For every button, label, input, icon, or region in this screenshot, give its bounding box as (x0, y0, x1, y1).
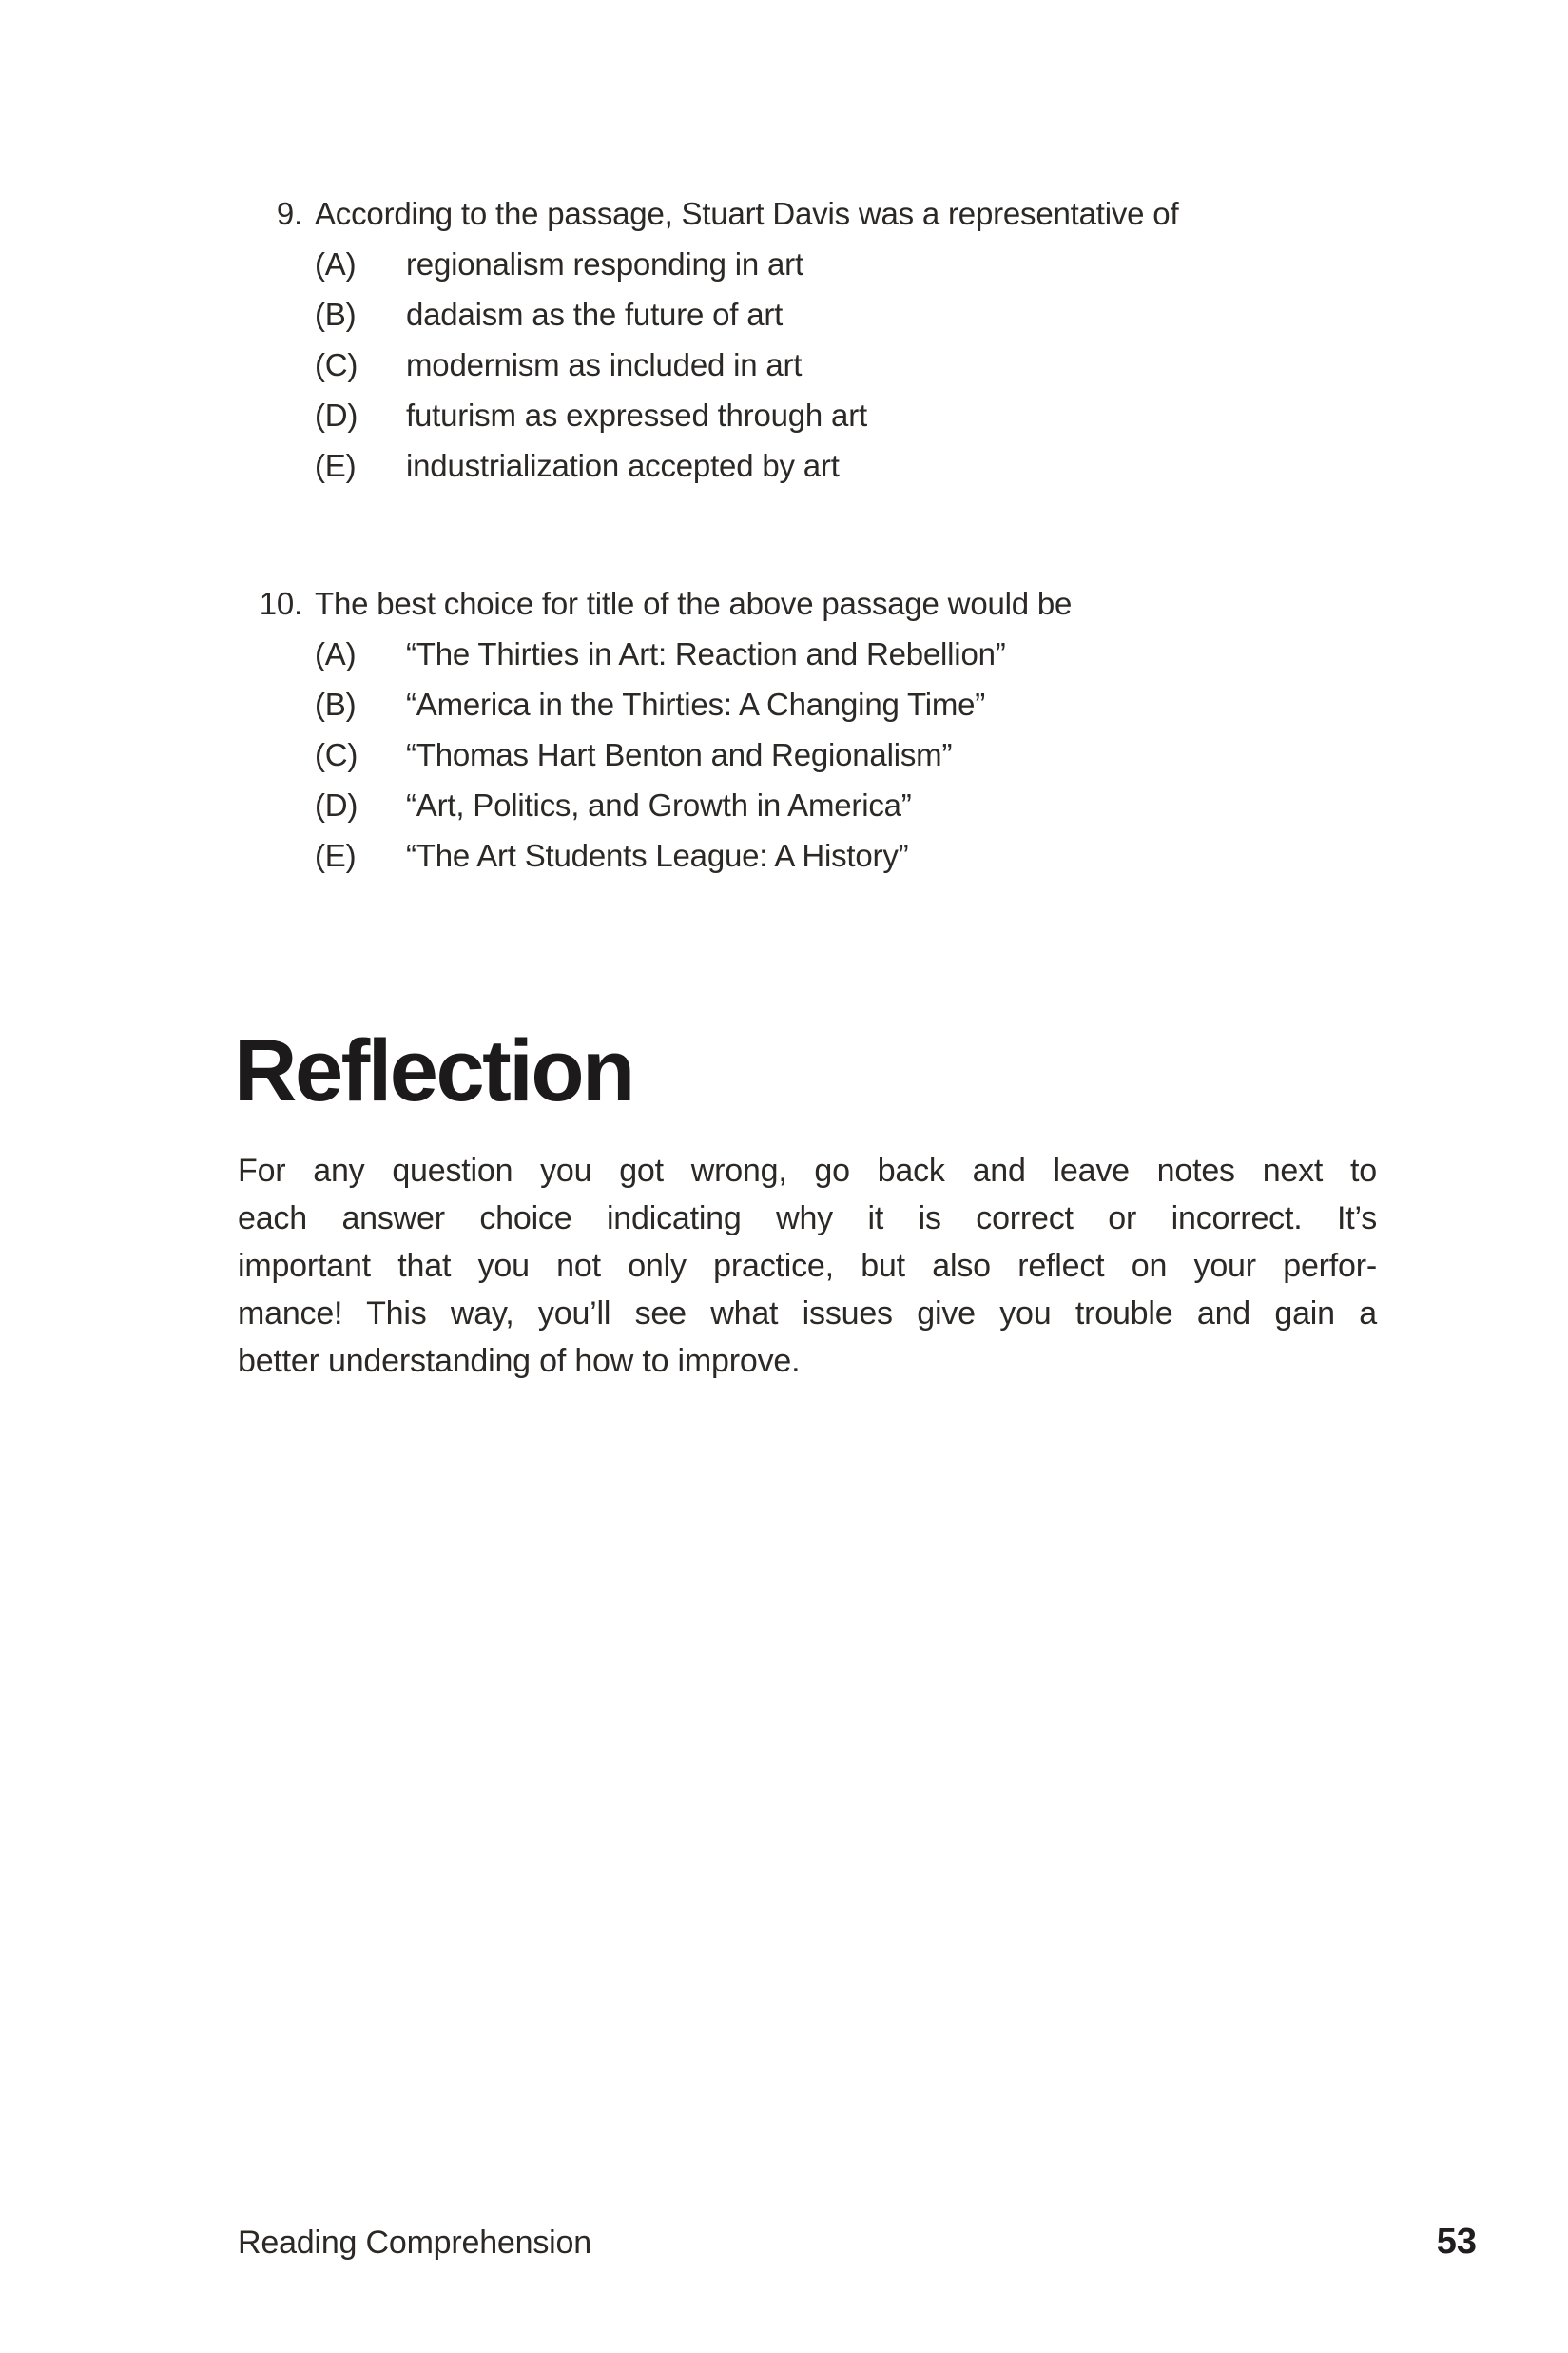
question-text: The best choice for title of the above passage would be (315, 586, 1073, 621)
answer-option-c (315, 729, 1436, 780)
question-text: According to the passage, Stuart Davis was a representative of (315, 196, 1179, 231)
answer-option-a (315, 629, 1436, 679)
answer-option-d (315, 780, 1436, 830)
option-letter: (C) (315, 737, 358, 772)
option-text: “America in the Thirties: A Changing Time” (406, 687, 986, 722)
option-text: dadaism as the future of art (406, 297, 784, 332)
option-text: “Thomas Hart Benton and Regionalism” (406, 737, 953, 772)
reflection-paragraph (238, 1147, 1377, 1385)
answer-option-e (315, 440, 1436, 491)
paragraph-line: important that you not only practice, but also reflect on your perfor- (238, 1248, 1377, 1284)
page-number: 53 (1436, 2222, 1477, 2262)
question-stem (238, 578, 1436, 629)
option-letter: (B) (315, 297, 357, 332)
option-letter: (B) (315, 687, 357, 722)
paragraph-line: mance! This way, you’ll see what issues give you trouble and gain a (238, 1295, 1377, 1332)
answer-option-a (315, 239, 1436, 289)
answer-options (315, 239, 1436, 491)
answer-option-b (315, 679, 1436, 729)
option-letter: (D) (315, 788, 358, 823)
option-text: modernism as included in art (406, 347, 803, 382)
question-9 (238, 188, 1436, 491)
section-heading: Reflection (234, 1022, 633, 1119)
paragraph-line: each answer choice indicating why it is correct or incorrect. It’s (238, 1200, 1377, 1236)
question-number: 10. (259, 586, 302, 621)
page-footer (238, 2222, 1477, 2263)
question-number: 9. (276, 196, 302, 231)
option-text: futurism as expressed through art (406, 398, 867, 433)
option-text: “Art, Politics, and Growth in America” (406, 788, 912, 823)
paragraph-line: better understanding of how to improve. (238, 1343, 801, 1379)
answer-option-c (315, 340, 1436, 390)
option-text: industrialization accepted by art (406, 448, 840, 483)
question-10 (238, 578, 1436, 881)
option-letter: (C) (315, 347, 358, 382)
footer-section-label: Reading Comprehension (238, 2225, 591, 2261)
option-text: regionalism responding in art (406, 246, 803, 282)
answer-options (315, 629, 1436, 881)
question-stem (238, 188, 1436, 239)
option-letter: (A) (315, 636, 357, 671)
option-letter: (D) (315, 398, 358, 433)
option-letter: (E) (315, 448, 357, 483)
option-letter: (E) (315, 838, 357, 873)
answer-option-b (315, 289, 1436, 340)
option-text: “The Art Students League: A History” (406, 838, 909, 873)
paragraph-line: For any question you got wrong, go back and leave notes next to (238, 1153, 1377, 1189)
option-text: “The Thirties in Art: Reaction and Rebellion” (406, 636, 1006, 671)
option-letter: (A) (315, 246, 357, 282)
answer-option-d (315, 390, 1436, 440)
answer-option-e (315, 830, 1436, 881)
